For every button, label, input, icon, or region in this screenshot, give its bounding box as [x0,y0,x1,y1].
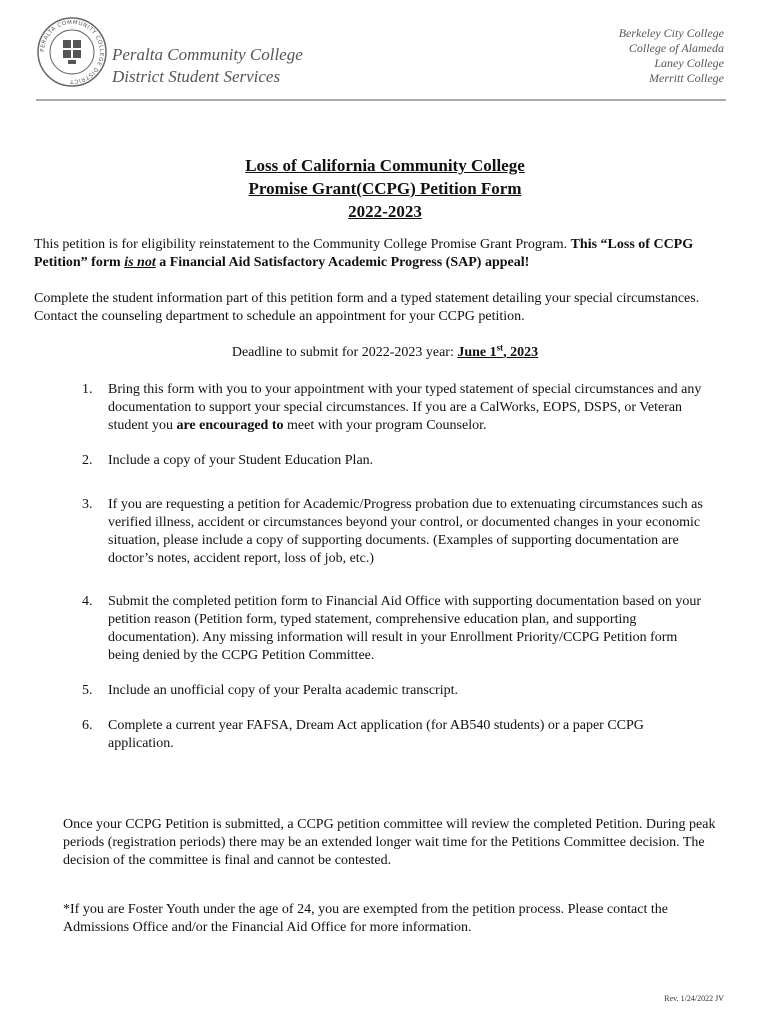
revision-note: Rev. 1/24/2022 JV [664,994,724,1003]
organization-name [112,44,303,88]
title-line-2: Promise Grant(CCPG) Petition Form [248,179,522,198]
form-title [0,154,770,223]
complete-paragraph: Complete the student information part of this petition form and a typed statement detailing your special circumstances. Contact the counseling department to schedule an appointment for your CCPG petition. [34,291,700,324]
deadline-date-suffix: st [496,342,504,353]
intro-text: This petition is for eligibility reinstatement to the Community College Promise Grant Program. [34,237,571,252]
review-paragraph: Once your CCPG Petition is submitted, a CCPG petition committee will review the completed Petition. During peak periods (registration periods) there may be an extended longer wait time for the Petitions Committee decision. The decision of the committee is final and cannot be contested. [63,817,716,868]
intro-warning-emphasis: is not [124,255,156,270]
step-1-text-b: meet with your program Counselor. [283,418,487,433]
header-divider [36,99,726,101]
deadline-line [0,344,770,362]
step-1-text-a: Bring this form with you to your appointment with your typed statement of special circumstances and any documentation to support your special circumstances. If you are a CalWorks, EOPS, DSPS, or Veteran student you [108,382,702,433]
svg-text:PERALTA COMMUNITY COLLEGE DIST: PERALTA COMMUNITY COLLEGE DISTRICT [39,19,105,85]
list-text [108,381,708,435]
intro-paragraph [34,236,734,272]
list-number: 6. [82,718,93,733]
list-text: Complete a current year FAFSA, Dream Act application (for AB540 students) or a paper CCPG application. [108,718,644,751]
list-number: 5. [82,683,93,698]
deadline-date-a: June 1 [457,345,497,360]
list-text: If you are requesting a petition for Academic/Progress probation due to extenuating circumstances such as verified illness, accident or circumstances beyond your control, or documented changes in your economic situation, please include a copy of supporting documents. (Examples of supporting documentation are doctor’s notes, accident report, loss of job, etc.) [108,497,703,566]
foster-youth-note: *If you are Foster Youth under the age of 24, you are exempted from the petition process. Please contact the Admissions Office and/or the Financial Aid Office for more information. [63,902,668,935]
list-text: Submit the completed petition form to Financial Aid Office with supporting documentation based on your petition reason (Petition form, typed statement, comprehensive education plan, and supporting documentation). Any missing information will result in your Enrollment Priority/CCPG Petition form being denied by the CCPG Petition Committee. [108,594,702,663]
list-text: Include a copy of your Student Education Plan. [108,453,374,468]
campus-alameda: College of Alameda [628,41,724,55]
intro-warning-a: This “Loss of CCPG Petition” form [34,237,694,270]
deadline-label: Deadline to submit for 2022-2023 year: [231,345,458,360]
campus-berkeley: Berkeley City College [618,26,724,40]
campus-merritt: Merritt College [649,71,724,85]
title-year: 2022-2023 [348,202,422,221]
list-number: 3. [82,497,93,512]
deadline-date [457,342,539,360]
deadline-date-b: , 2023 [503,345,539,360]
step-1-bold: are encouraged to [176,418,284,433]
campus-list [619,26,724,86]
list-number: 2. [82,453,93,468]
district-seal-logo [36,16,108,88]
list-number: 4. [82,594,93,609]
list-number: 1. [82,382,93,397]
org-line-2: District Student Services [112,67,281,86]
org-line-1: Peralta Community College [112,45,303,64]
intro-warning-b: a Financial Aid Satisfactory Academic Progress (SAP) appeal! [155,255,530,270]
list-text: Include an unofficial copy of your Peralta academic transcript. [108,683,458,698]
campus-laney: Laney College [654,56,724,70]
title-line-1: Loss of California Community College [245,156,525,175]
